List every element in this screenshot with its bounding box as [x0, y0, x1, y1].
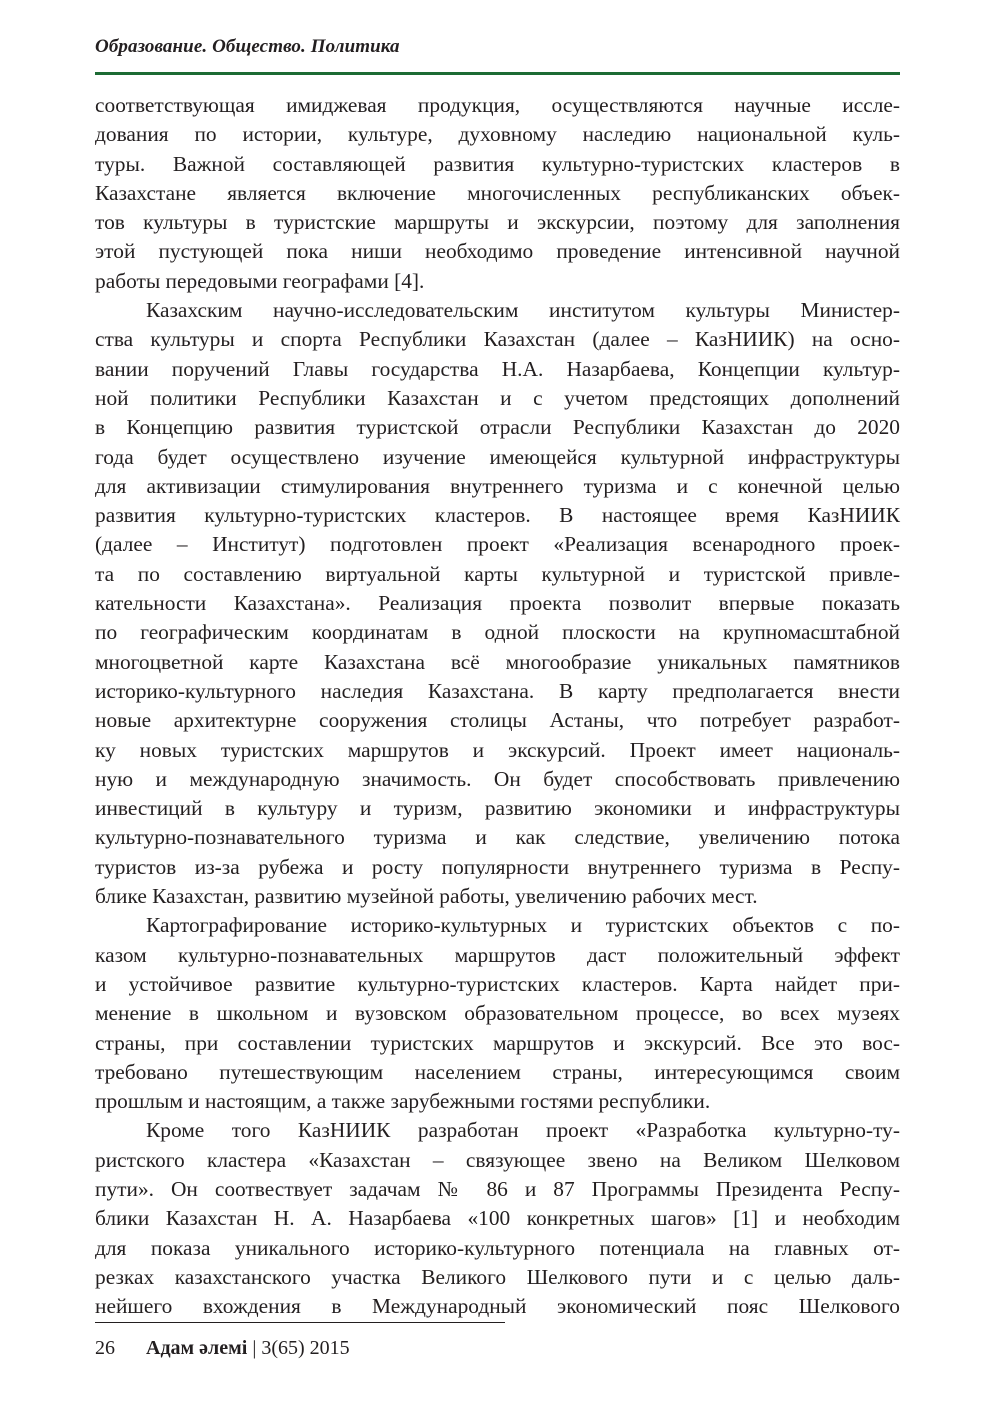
text-line: резках казахстанского участка Великого Шелкового пути и с целью даль- — [95, 1264, 900, 1289]
article-body — [95, 91, 900, 1321]
text-line: та по составлению виртуальной карты культурной и туристской привле- — [95, 561, 900, 586]
text-line: для активизации стимулирования внутреннего туризма и с конечной целью — [95, 473, 900, 498]
text-line: требовано путешествующим населением страны, интересующимся своим — [95, 1059, 900, 1084]
text-line: страны, при составлении туристских маршрутов и экскурсий. Все это вос- — [95, 1030, 900, 1055]
text-line: ку новых туристских маршрутов и экскурсий. Проект имеет националь- — [95, 737, 900, 762]
text-line: (далее – Институт) подготовлен проект «Реализация всенародного проек- — [95, 532, 900, 557]
text-line: в Концепцию развития туристской отрасли Республики Казахстан до 2020 — [95, 415, 900, 440]
text-line: нейшего вхождения в Международный экономический пояс Шелкового — [95, 1294, 900, 1319]
text-line: для показа уникального историко-культурного потенциала на главных от- — [95, 1235, 900, 1260]
paragraph — [95, 296, 900, 911]
text-line: Картографирование историко-культурных и туристских объектов с по- — [146, 913, 900, 938]
text-line: соответствующая имиджевая продукция, осуществляются научные иссле- — [95, 93, 900, 117]
text-line: прошлым и настоящим, а также зарубежными гостями республики. — [95, 1089, 711, 1114]
text-line: туристов из-за рубежа и росту популярности внутреннего туризма в Респу- — [95, 854, 900, 879]
paragraph — [95, 1116, 900, 1321]
text-line: блике Казахстан, развитию музейной работы, увеличению рабочих мест. — [95, 884, 758, 909]
text-line: многоцветной карте Казахстана всё многообразие уникальных памятников — [95, 649, 900, 674]
page-footer — [95, 1337, 350, 1360]
footer-separator: | — [252, 1337, 257, 1359]
text-line: менение в школьном и вузовском образовательном процессе, во всех музеях — [95, 1001, 900, 1026]
text-line: блики Казахстан Н. А. Назарбаева «100 конкретных шагов» [1] и необходим — [95, 1206, 900, 1231]
text-line: историко-культурного наследия Казахстана. В карту предполагается внести — [95, 678, 900, 703]
text-line: кательности Казахстана». Реализация проекта позволит впервые показать — [95, 591, 900, 616]
text-line: развития культурно-туристских кластеров. В настоящее время КазНИИК — [95, 503, 900, 528]
text-line: по географическим координатам в одной плоскости на крупномасштабной — [95, 620, 900, 645]
text-line: туры. Важной составляющей развития культурно-туристских кластеров в — [95, 151, 900, 176]
running-head: Образование. Общество. Политика — [95, 36, 400, 57]
text-line: года будет осуществлено изучение имеющейся культурной инфраструктуры — [95, 444, 900, 469]
text-line: этой пустующей пока ниши необходимо проведение интенсивной научной — [95, 239, 900, 264]
header-rule — [95, 72, 900, 75]
text-line: новые архитектурне сооружения столицы Астаны, что потребует разработ- — [95, 708, 900, 733]
text-line: тов культуры в туристские маршруты и экскурсии, поэтому для заполнения — [95, 210, 900, 235]
paragraph — [95, 911, 900, 1116]
text-line: ной политики Республики Казахстан и с учетом предстоящих дополнений — [95, 385, 900, 410]
text-line: дования по истории, культуре, духовному наследию национальной куль- — [95, 122, 900, 147]
page-number: 26 — [95, 1337, 115, 1359]
paragraph — [95, 91, 900, 296]
text-line: ристского кластера «Казахстан – связующее звено на Великом Шелковом — [95, 1147, 900, 1172]
journal-issue: 3(65) 2015 — [261, 1337, 350, 1359]
text-line: пути». Он соотвествует задачам № 86 и 87 Программы Президента Респу- — [95, 1176, 900, 1201]
footer-rule — [95, 1322, 505, 1323]
text-line: Кроме того КазНИИК разработан проект «Разработка культурно-ту- — [146, 1118, 900, 1143]
text-line: ную и международную значимость. Он будет способствовать привлечению — [95, 766, 900, 791]
text-line: ства культуры и спорта Республики Казахстан (далее – КазНИИК) на осно- — [95, 327, 900, 352]
text-line: работы передовыми географами [4]. — [95, 268, 425, 293]
text-line: культурно-познавательного туризма и как следствие, увеличению потока — [95, 825, 900, 850]
text-line: Казахстане является включение многочисленных республиканских объек- — [95, 180, 900, 205]
text-line: вании поручений Главы государства Н.А. Назарбаева, Концепции культур- — [95, 356, 900, 381]
text-line: инвестиций в культуру и туризм, развитию экономики и инфраструктуры — [95, 796, 900, 821]
text-line: Казахским научно-исследовательским институтом культуры Министер- — [146, 298, 900, 323]
text-line: казом культурно-познавательных маршрутов даст положительный эффект — [95, 942, 900, 967]
journal-name: Адам әлемі — [146, 1337, 248, 1359]
text-line: и устойчивое развитие культурно-туристских кластеров. Карта найдет при- — [95, 971, 900, 996]
